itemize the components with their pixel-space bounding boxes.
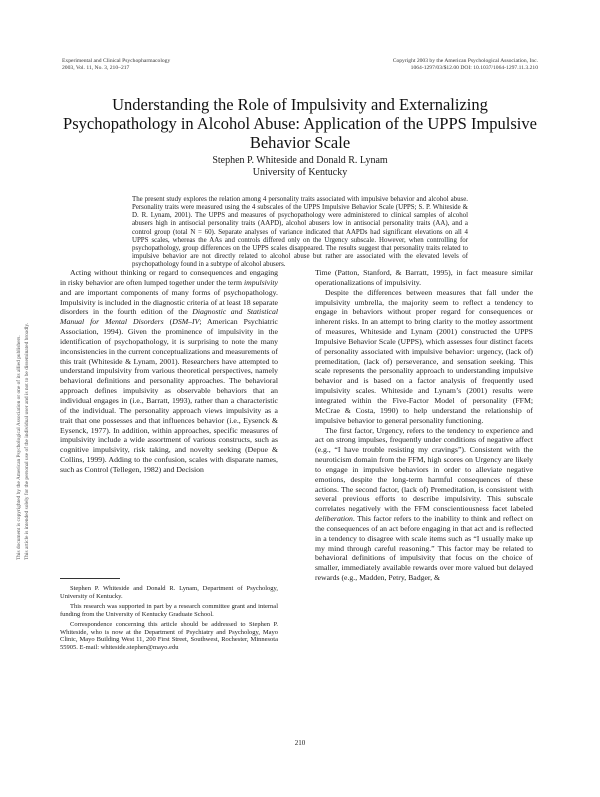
author-note-correspondence: Correspondence concerning this article should be addressed to Stephen P. Whiteside, who is now at the Department of Psychiatry and Psychology, Mayo Clinic, Mayo Building West 11, 200 First Street, Southwest, Rochester, Minnesota 55905. E-mail: whiteside.stephen@mayo.edu <box>60 620 278 652</box>
author-notes <box>60 585 278 654</box>
italic-abbrev: DSM–IV <box>172 317 200 327</box>
author-note-funding: This research was supported in part by a research committee grant and internal funding from the University of Kentucky Graduate School. <box>60 602 278 618</box>
journal-name: Experimental and Clinical Psychopharmacology <box>62 58 171 64</box>
abstract: The present study explores the relation among 4 personality traits associated with impulsive behavior and alcohol abuse. Personality traits were measured using the 4 subscales of the UPPS Impulsive Behavior Scale (UPPS; S. P. Whiteside & D. R. Lynam, 2001). The UPPS and measures of psychopathology were administered to clinical samples of alcohol abusers high in antisocial personality traits (AAPD), alcohol abusers low in antisocial personality traits (AA), and a control group (total N = 60). Separate analyses of variance indicated that AAPDs had significant elevations on all 4 UPPS scales, whereas the AAs and controls differed only on the Urgency subscale. However, when controlling for psychopathology, group differences on the UPPS scales disappeared. The results suggest that personality traits related to impulsive behavior are not directly related to alcohol abuse but rather are associated with the elevated levels of psychopathology found in a subtype of alcohol abusers. <box>132 196 468 269</box>
author-names: Stephen P. Whiteside and Donald R. Lynam <box>212 155 388 166</box>
upps-paragraph: Despite the differences between measures that fall under the impulsivity umbrella, the majority seem to reflect a tendency to engage in behaviors without proper regard for consequences or inherent risks. In an attempt to bring clarity to the motley assortment of measures, Whiteside and Lynam (2001) constructed the UPPS Impulsive Behavior Scale (UPPS), which assesses four distinct facets of personality associated with impulsive behavior: urgency, (lack of) premeditation, (lack of) perseverance, and sensation seeking. This scale represents the personality approach to understanding impulsive behavior and is based on a factor analysis of frequently used impulsivity scales. Whiteside and Lynam’s (2001) results were integrated within the Five-Factor Model of personality (FFM; McCrae & Costa, 1990) to help understand the relationship of impulsive behavior to general personality functioning. <box>315 287 533 425</box>
sidebar-line-2: This article is intended solely for the personal use of the individual user and is not to be disseminated broadly. <box>23 322 30 560</box>
italic-term: impulsivity <box>243 277 278 287</box>
text-run: and are important components of many forms of psychopathology. Impulsivity is included in the diagnostic criteria of at least 18 separate disorders in the fourth edition of the <box>60 287 278 317</box>
intro-paragraph <box>60 268 278 475</box>
sidebar-line-1: This document is copyrighted by the American Psychological Association or one of its allied publishers. <box>16 335 22 560</box>
urgency-paragraph <box>315 426 533 584</box>
body-column-left <box>60 268 278 475</box>
footnote-rule <box>60 578 120 579</box>
text-run: ; American Psychiatric Association, 1994). Given the prominence of impulsivity in the identification of psychopathology, it is surprising to note the many inconsistencies in the current conceptualizations and measurements of this trait (Whiteside & Lynam, 2001). Researchers have attempted to understand impulsivity from various theoretical perspectives, namely behavioral definitions and personality approaches. The behavioral approach defines impulsivity as observable behaviors that an individual engages in (i.e., Barratt, 1993), rather than a characteristic of the individual. The personality approach views impulsivity as a trait that one possesses and that influences behavior (i.e., Eysenck & Eysenck, 1977). In addition, within approaches, specific measures of impulsivity include a wide assortment of various constructs, such as cognitive impulsivity, risk taking, and novelty seeking (Depue & Collins, 1999). Adding to the confusion, scales with disparate names, such as Control (Tellegen, 1982) and Decision <box>60 317 279 474</box>
copyright-header <box>393 58 538 71</box>
page-number: 210 <box>294 739 306 747</box>
author-note-affiliation: Stephen P. Whiteside and Donald R. Lynam, Department of Psychology, University of Kentucky. <box>60 585 278 600</box>
doi-line: 1064-1297/03/$12.00 DOI: 10.1037/1064-1297.11.3.210 <box>410 64 538 71</box>
text-run: Acting without thinking or regard to consequences and engaging in risky behavior are often lumped together under the term <box>60 268 278 287</box>
continued-paragraph: Time (Patton, Stanford, & Barratt, 1995), in fact measure similar operationalizations of impulsivity. <box>315 268 533 287</box>
italic-title: Diagnostic and Statistical Manual for Mental Disorders <box>60 307 278 327</box>
journal-volume: 2003, Vol. 11, No. 3, 210–217 <box>62 64 130 71</box>
text-run: The first factor, Urgency, refers to the tendency to experience and act on strong impulses, frequently under conditions of negative affect (e.g., “I have trouble resisting my cravings”). Consistent with the neuroticism domain from the FFM, high scores on Urgency are likely to engage in impulsive behaviors in order to alleviate negative emotions, despite the long-term harmful consequences of these actions. The second factor, (lack of) Premeditation, is consistent with several previous efforts to describe impulsivity. This subscale correlates negatively with the FFM conscientiousness facet labeled <box>315 425 533 514</box>
copyright-line: Copyright 2003 by the American Psychological Association, Inc. <box>392 58 538 64</box>
body-column-right <box>315 268 533 583</box>
italic-term: deliberation <box>315 514 353 524</box>
copyright-sidebar <box>16 230 34 560</box>
text-run: . This factor refers to the inability to think and reflect on the consequences of an act before engaging in that act and is reflected in a tendency to disagree with scale items such as “I usually make up my mind through careful reasoning.” This factor may be related to behavioral definitions of impulsivity that focus on the choice of smaller, immediately available rewards over more valued but delayed rewards (e.g., Madden, Petry, Badger, & <box>315 514 533 583</box>
author-affiliation: University of Kentucky <box>252 167 348 178</box>
author-block <box>60 155 540 179</box>
text-run: ( <box>163 317 173 327</box>
article-title: Understanding the Role of Impulsivity and Externalizing Psychopathology in Alcohol Abuse: Application of the UPPS Impulsive Behavior Scale <box>63 95 537 152</box>
journal-header <box>62 58 170 71</box>
